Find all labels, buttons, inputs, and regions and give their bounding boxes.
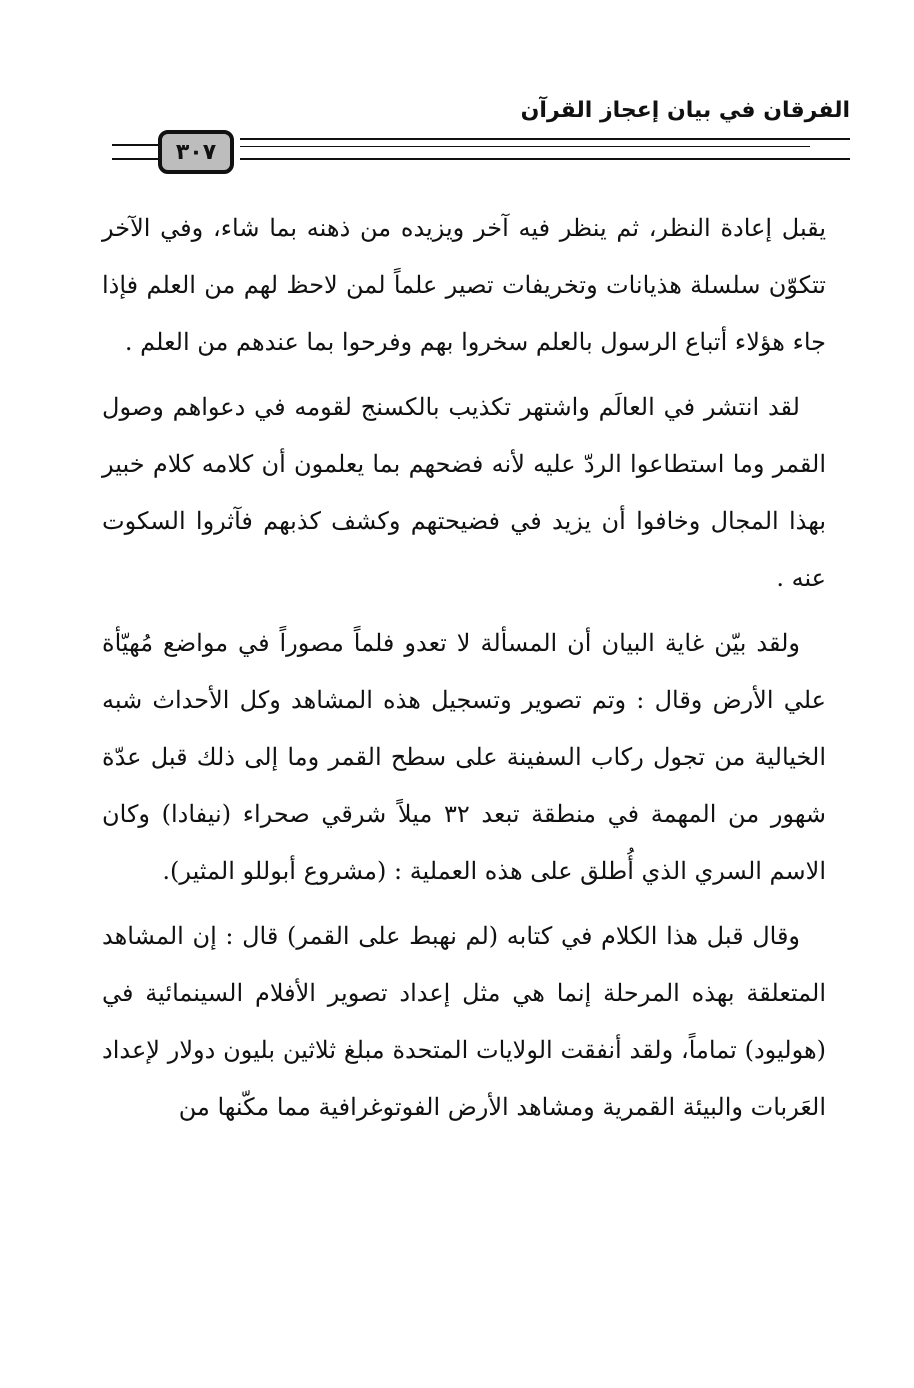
paragraph-2: لقد انتشر في العالَم واشتهر تكذيب بالكسنج لقومه في دعواهم وصول القمر وما استطاعوا الردّ عليه لأنه فضحهم بما يعلمون أن كلامه كلام خبير بهذا المجال وخافوا أن يزيد في فضيحتهم وكشف كذبهم فآثروا السكوت عنه . — [102, 393, 827, 592]
paragraph-4: وقال قبل هذا الكلام في كتابه (لم نهبط على القمر) قال : إن المشاهد المتعلقة بهذه المرحلة إنما هي مثل إعداد تصوير الأفلام السينمائية في (هوليود) تماماً، ولقد أنفقت الولايات المتحدة مبلغ ثلاثين بليون دولار لإعداد العَربات والبيئة القمرية ومشاهد الأرض الفوتوغرافية مما مكّنها من — [102, 922, 827, 1121]
header-rule-bottom — [240, 158, 850, 160]
header-rule-left-top — [112, 144, 158, 146]
page-header — [90, 88, 850, 188]
paragraph-1: يقبل إعادة النظر، ثم ينظر فيه آخر ويزيده من ذهنه بما شاء، وفي الآخر تتكوّن سلسلة هذيانات وتخريفات تصير علماً لمن لاحظ لهم من العلم فإذا جاء هؤلاء أتباع الرسول بالعلم سخروا بهم وفرحوا بما عندهم من العلم . — [102, 214, 827, 356]
book-title: الفرقان في بيان إعجاز القرآن — [520, 98, 850, 123]
paragraph-3: ولقد بيّن غاية البيان أن المسألة لا تعدو فلماً مصوراً في مواضع مُهيّأة علي الأرض وقال : وتم تصوير وتسجيل هذه المشاهد وكل الأحداث شبه الخيالية من تجول ركاب السفينة على سطح القمر وما إلى ذلك قبل عدّة شهور من المهمة في منطقة تبعد ٣٢ ميلاً شرقي صحراء (نيفادا) وكان الاسم السري الذي أُطلق على هذه العملية : (مشروع أبوللو المثير). — [102, 629, 826, 885]
page-body — [102, 200, 826, 1144]
header-rule-middle — [240, 146, 810, 147]
page-number-badge: ٣٠٧ — [158, 130, 234, 174]
header-rule-top — [240, 138, 850, 140]
header-rule-left-bottom — [112, 158, 158, 160]
